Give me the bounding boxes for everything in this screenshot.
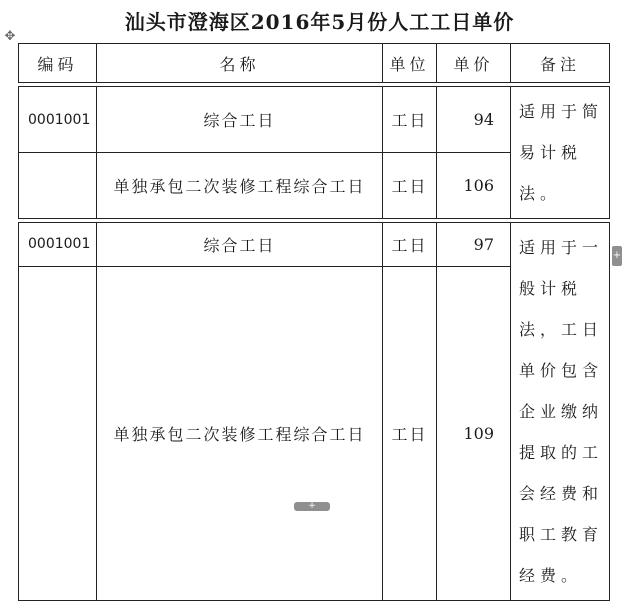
page-title: 汕头市澄海区2016年5月份人工工日单价	[124, 10, 515, 34]
cell-code: 0001001	[19, 223, 97, 267]
header-code: 编码	[19, 44, 97, 83]
cell-unit: 工日	[383, 223, 437, 267]
header-note: 备注	[511, 44, 610, 83]
cell-unit: 工日	[383, 153, 437, 219]
table-row	[19, 87, 610, 153]
header-name: 名称	[97, 44, 383, 83]
note-text: 适用于简易计税法。	[519, 102, 604, 203]
cell-unit: 工日	[383, 266, 437, 600]
cell-price: 106	[437, 153, 511, 219]
header-price: 单价	[437, 44, 511, 83]
table-move-icon[interactable]: ✥	[4, 29, 16, 44]
cell-note	[511, 87, 610, 219]
cell-name: 单独承包二次装修工程综合工日	[97, 266, 383, 600]
note-text: 适用于一般计税法，工日单价包含企业缴纳提取的工会经费和职工教育经费。	[519, 238, 604, 585]
cell-price: 109	[437, 266, 511, 600]
add-row-plus-icon[interactable]: +	[294, 502, 330, 511]
cell-name: 单独承包二次装修工程综合工日	[97, 153, 383, 219]
cell-name: 综合工日	[97, 87, 383, 153]
header-unit: 单位	[383, 44, 437, 83]
cell-price: 94	[437, 87, 511, 153]
header-row	[19, 44, 610, 83]
cell-name: 综合工日	[97, 223, 383, 267]
table-row	[19, 223, 610, 267]
cell-code	[19, 266, 97, 600]
cell-price: 97	[437, 223, 511, 267]
cell-note	[511, 223, 610, 601]
cell-code	[19, 153, 97, 219]
price-table	[18, 43, 610, 601]
cell-unit: 工日	[383, 87, 437, 153]
add-column-plus-icon[interactable]: +	[612, 246, 622, 266]
cell-code: 0001001	[19, 87, 97, 153]
